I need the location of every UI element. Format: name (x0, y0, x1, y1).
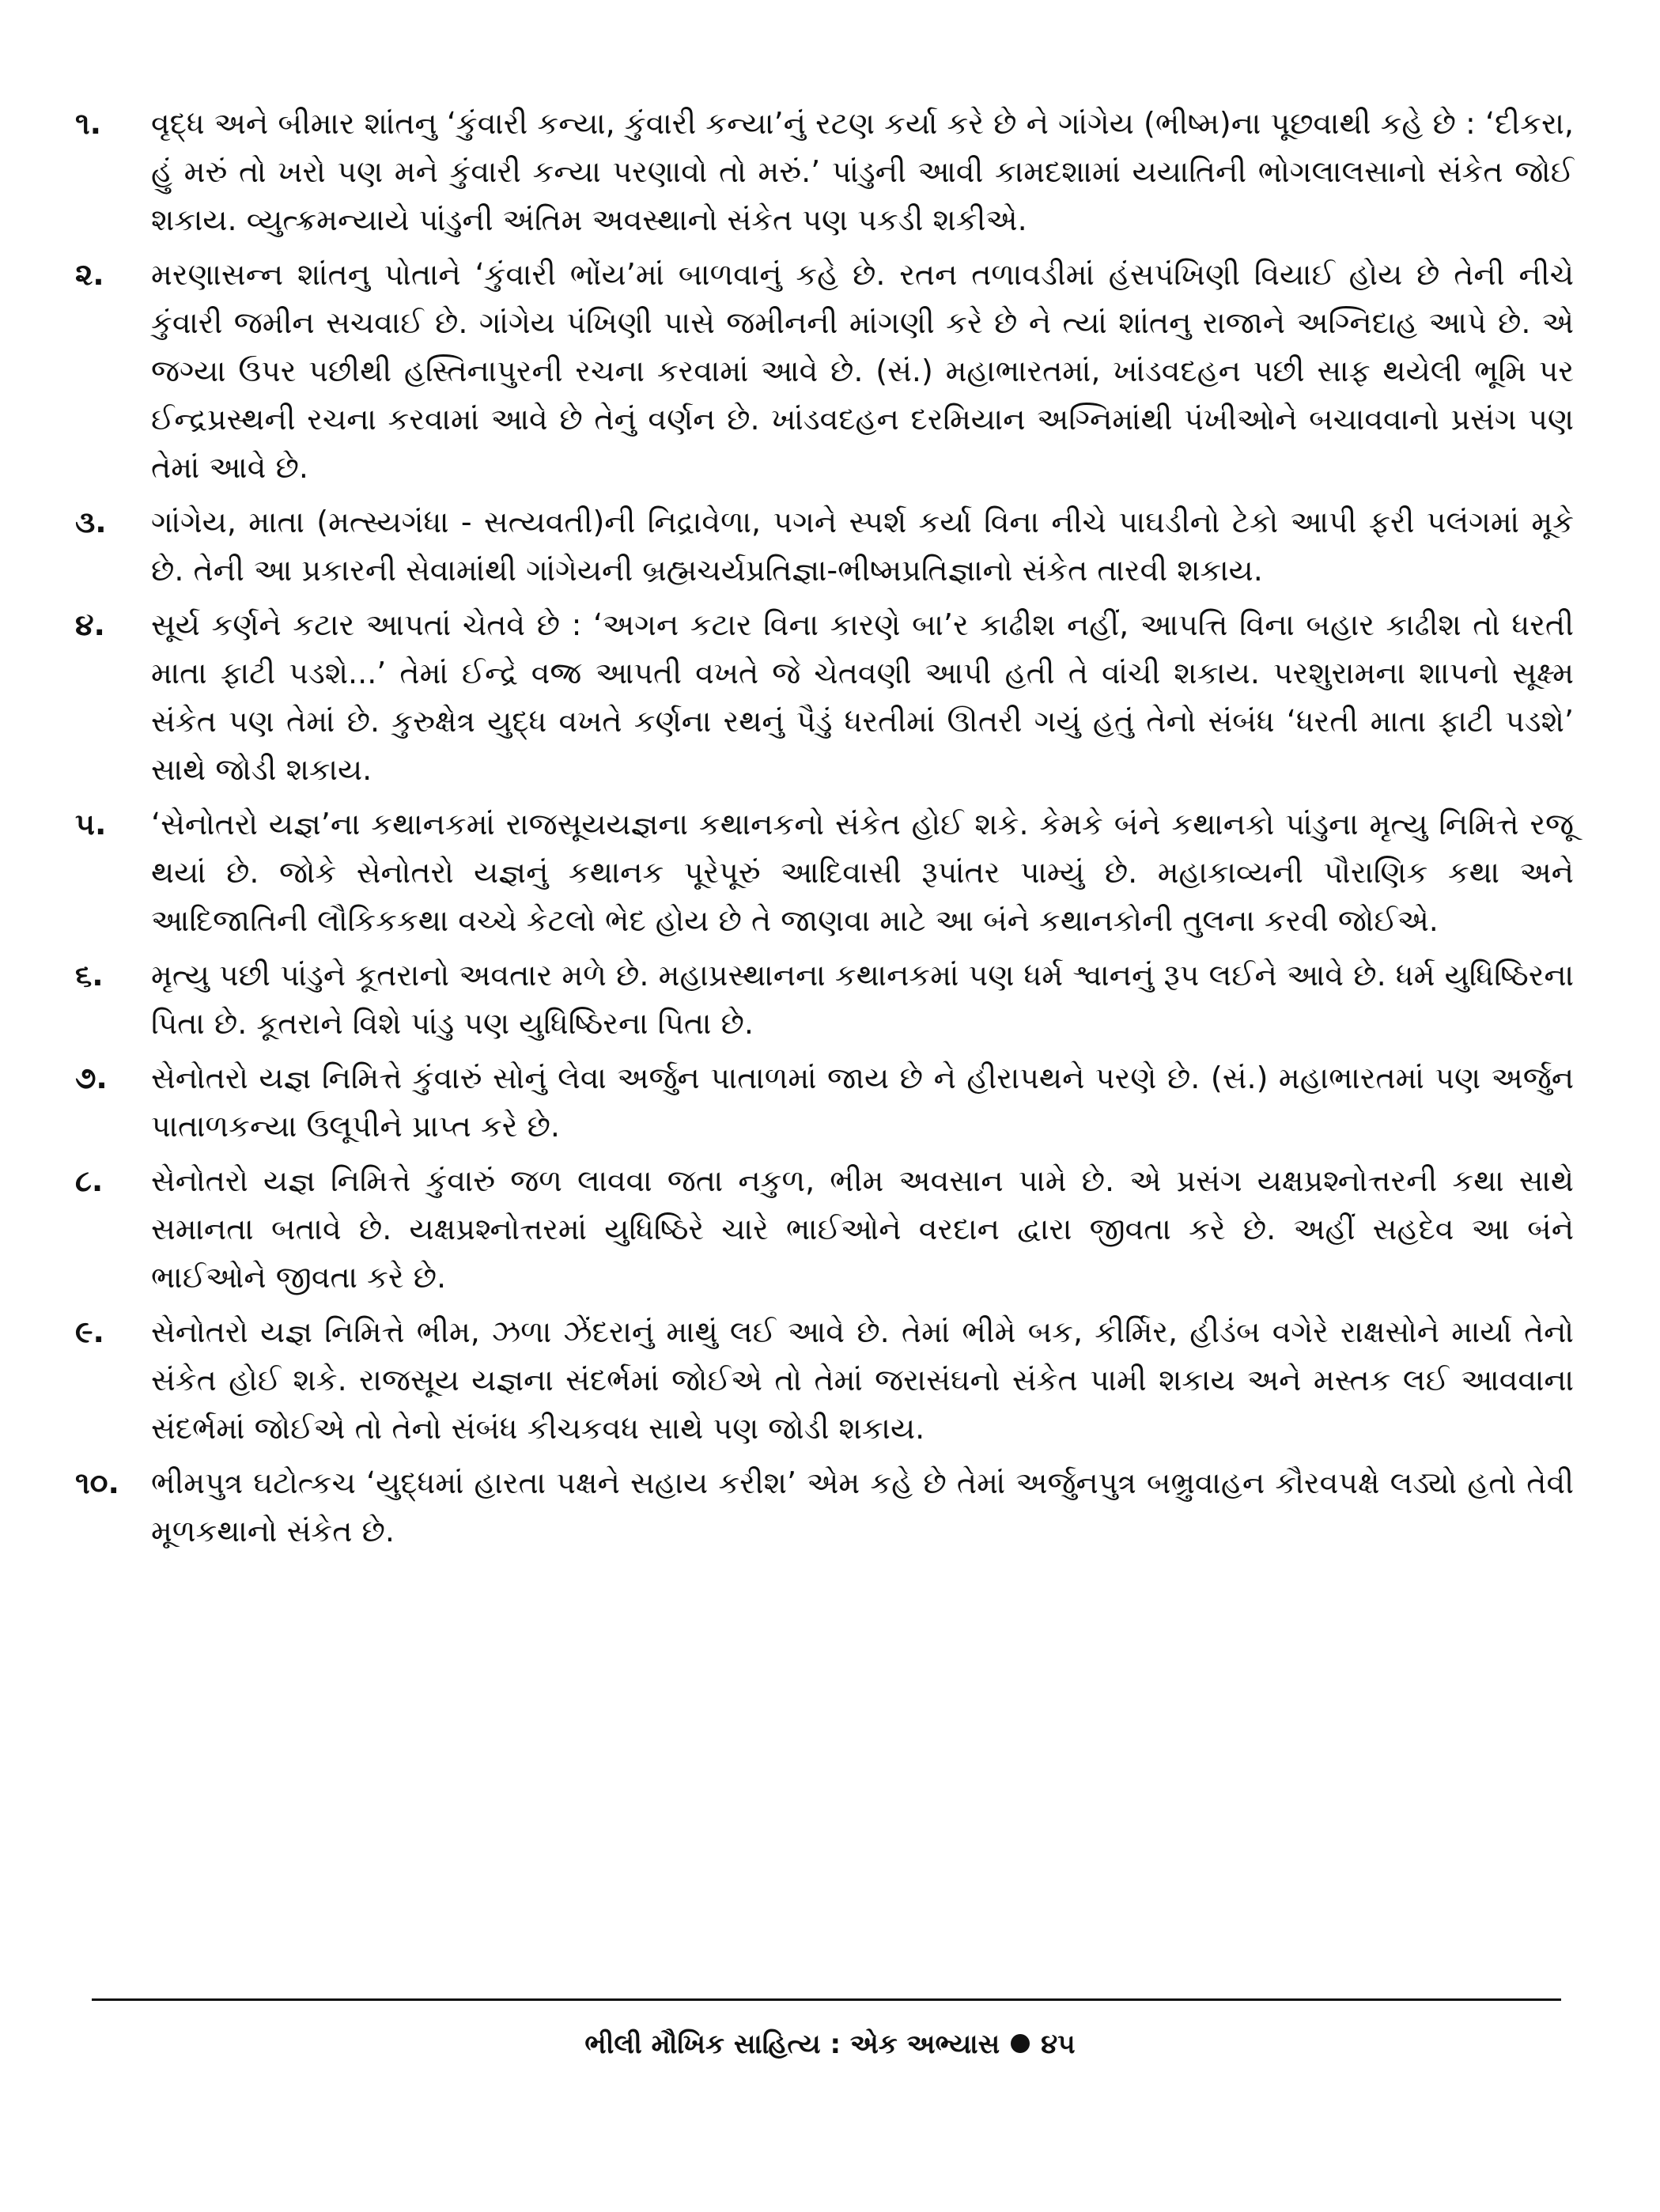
list-item (75, 1308, 1574, 1453)
page-number: ૪૫ (1041, 2029, 1076, 2060)
item-number: ૯. (75, 1314, 104, 1349)
list-item (75, 1157, 1574, 1302)
item-text: સેનોતરો યજ્ઞ નિમિત્તે ભીમ, ઝળા ઝેંદરાનું માથું લઈ આવે છે. તેમાં ભીમે બક, કીર્મિર, હીડંબ વગેરે રાક્ષસોને માર્યા તેનો સંકેત હોઈ શકે. રાજસૂય યજ્ઞના સંદર્ભમાં જોઈએ તો તેમાં જરાસંઘનો સંકેત પામી શકાય અને મસ્તક લઈ આવવાના સંદર્ભમાં જોઈએ તો તેનો સંબંધ કીચકવધ સાથે પણ જોડી શકાય. (151, 1314, 1574, 1446)
list-item (75, 951, 1574, 1048)
item-text: ગાંગેય, માતા (મત્સ્યગંધા - સત્યવતી)ની નિદ્રાવેળા, પગને સ્પર્શ કર્યા વિના નીચે પાઘડીનો ટેકો આપી ફરી પલંગમાં મૂકે છે. તેની આ પ્રકારની સેવામાંથી ગાંગેયની બ્રહ્મચર્યપ્રતિજ્ઞા-ભીષ્મપ્રતિજ્ઞાનો સંકેત તારવી શકાય. (151, 505, 1574, 588)
bullet-icon (1011, 2034, 1030, 2053)
item-number: ૫. (75, 807, 107, 841)
item-number: ૨. (75, 257, 104, 292)
list-item (75, 601, 1574, 794)
item-text: સેનોતરો યજ્ઞ નિમિત્તે કુંવારું જળ લાવવા જતા નકુળ, ભીમ અવસાન પામે છે. એ પ્રસંગ યક્ષપ્રશ્નોત્તરની કથા સાથે સમાનતા બતાવે છે. યક્ષપ્રશ્નોત્તરમાં યુધિષ્ઠિરે ચારે ભાઈઓને વરદાન દ્વારા જીવતા કરે છે. અહીં સહદેવ આ બંને ભાઈઓને જીવતા કરે છે. (151, 1163, 1574, 1295)
item-text: વૃદ્ધ અને બીમાર શાંતનુ ‘કુંવારી કન્યા, કુંવારી કન્યા’નું રટણ કર્યા કરે છે ને ગાંગેય (ભીષ્મ)ના પૂછવાથી કહે છે : ‘દીકરા, હું મરું તો ખરો પણ મને કુંવારી કન્યા પરણાવો તો મરું.’ પાંડુની આવી કામદશામાં યયાતિની ભોગલાલસાનો સંકેત જોઈ શકાય. વ્યુત્ક્રમન્યાયે પાંડુની અંતિમ અવસ્થાનો સંકેત પણ પકડી શકીએ. (151, 106, 1574, 237)
list-item (75, 100, 1574, 244)
numbered-notes-list (75, 100, 1574, 1562)
item-number: ૧. (75, 106, 102, 141)
item-text: સેનોતરો યજ્ઞ નિમિત્તે કુંવારું સોનું લેવા અર્જુન પાતાળમાં જાય છે ને હીરાપથને પરણે છે. (સં.) મહાભારતમાં પણ અર્જુન પાતાળકન્યા ઉલૂપીને પ્રાપ્ત કરે છે. (151, 1061, 1574, 1144)
list-item (75, 800, 1574, 945)
item-number: ૬. (75, 958, 104, 993)
item-number: ૪. (75, 607, 105, 642)
item-text: ભીમપુત્ર ઘટોત્કચ ‘યુદ્ધમાં હારતા પક્ષને સહાય કરીશ’ એમ કહે છે તેમાં અર્જુનપુત્ર બભ્રુવાહન કૌરવપક્ષે લડ્યો હતો તેવી મૂળકથાનો સંકેત છે. (151, 1465, 1574, 1548)
item-text: ‘સેનોતરો યજ્ઞ’ના કથાનકમાં રાજસૂયયજ્ઞના કથાનકનો સંકેત હોઈ શકે. કેમકે બંને કથાનકો પાંડુના મૃત્યુ નિમિત્તે રજૂ થયાં છે. જોકે સેનોતરો યજ્ઞનું કથાનક પૂરેપૂરું આદિવાસી રૂપાંતર પામ્યું છે. મહાકાવ્યની પૌરાણિક કથા અને આદિજાતિની લૌકિકકથા વચ્ચે કેટલો ભેદ હોય છે તે જાણવા માટે આ બંને કથાનકોની તુલના કરવી જોઈએ. (151, 807, 1574, 938)
item-number: ૮. (75, 1163, 104, 1198)
item-number: ૭. (75, 1061, 108, 1095)
item-number: ૧૦. (75, 1465, 119, 1500)
footer-divider (92, 1998, 1561, 2001)
item-number: ૩. (75, 505, 107, 539)
item-text: મૃત્યુ પછી પાંડુને કૂતરાનો અવતાર મળે છે. મહાપ્રસ્થાનના કથાનકમાં પણ ધર્મ શ્વાનનું રૂપ લઈને આવે છે. ધર્મ યુધિષ્ઠિરના પિતા છે. કૂતરાને વિશે પાંડુ પણ યુધિષ્ઠિરના પિતા છે. (151, 958, 1574, 1041)
page-footer (0, 2025, 1660, 2064)
list-item (75, 251, 1574, 492)
list-item (75, 1459, 1574, 1556)
list-item (75, 1054, 1574, 1151)
book-title: ભીલી મૌખિક સાહિત્ય : એક અભ્યાસ (584, 2029, 1000, 2060)
list-item (75, 498, 1574, 595)
item-text: સૂર્ય કર્ણને કટાર આપતાં ચેતવે છે : ‘અગન કટાર વિના કારણે બા’ર કાઢીશ નહીં, આપત્તિ વિના બહાર કાઢીશ તો ધરતી માતા ફાટી પડશે...’ તેમાં ઈન્દ્રે વજ્ર આપતી વખતે જે ચેતવણી આપી હતી તે વાંચી શકાય. પરશુરામના શાપનો સૂક્ષ્મ સંકેત પણ તેમાં છે. કુરુક્ષેત્ર યુદ્ધ વખતે કર્ણના રથનું પૈડું ધરતીમાં ઊતરી ગયું હતું તેનો સંબંધ ‘ધરતી માતા ફાટી પડશે’ સાથે જોડી શકાય. (151, 607, 1574, 787)
item-text: મરણાસન્ન શાંતનુ પોતાને ‘કુંવારી ભોંય’માં બાળવાનું કહે છે. રતન તળાવડીમાં હંસપંખિણી વિયાઈ હોય છે તેની નીચે કુંવારી જમીન સચવાઈ છે. ગાંગેય પંખિણી પાસે જમીનની માંગણી કરે છે ને ત્યાં શાંતનુ રાજાને અગ્નિદાહ આપે છે. એ જગ્યા ઉપર પછીથી હસ્તિનાપુરની રચના કરવામાં આવે છે. (સં.) મહાભારતમાં, ખાંડવદહન પછી સાફ થયેલી ભૂમિ પર ઈન્દ્રપ્રસ્થની રચના કરવામાં આવે છે તેનું વર્ણન છે. ખાંડવદહન દરમિયાન અગ્નિમાંથી પંખીઓને બચાવવાનો પ્રસંગ પણ તેમાં આવે છે. (151, 257, 1574, 485)
